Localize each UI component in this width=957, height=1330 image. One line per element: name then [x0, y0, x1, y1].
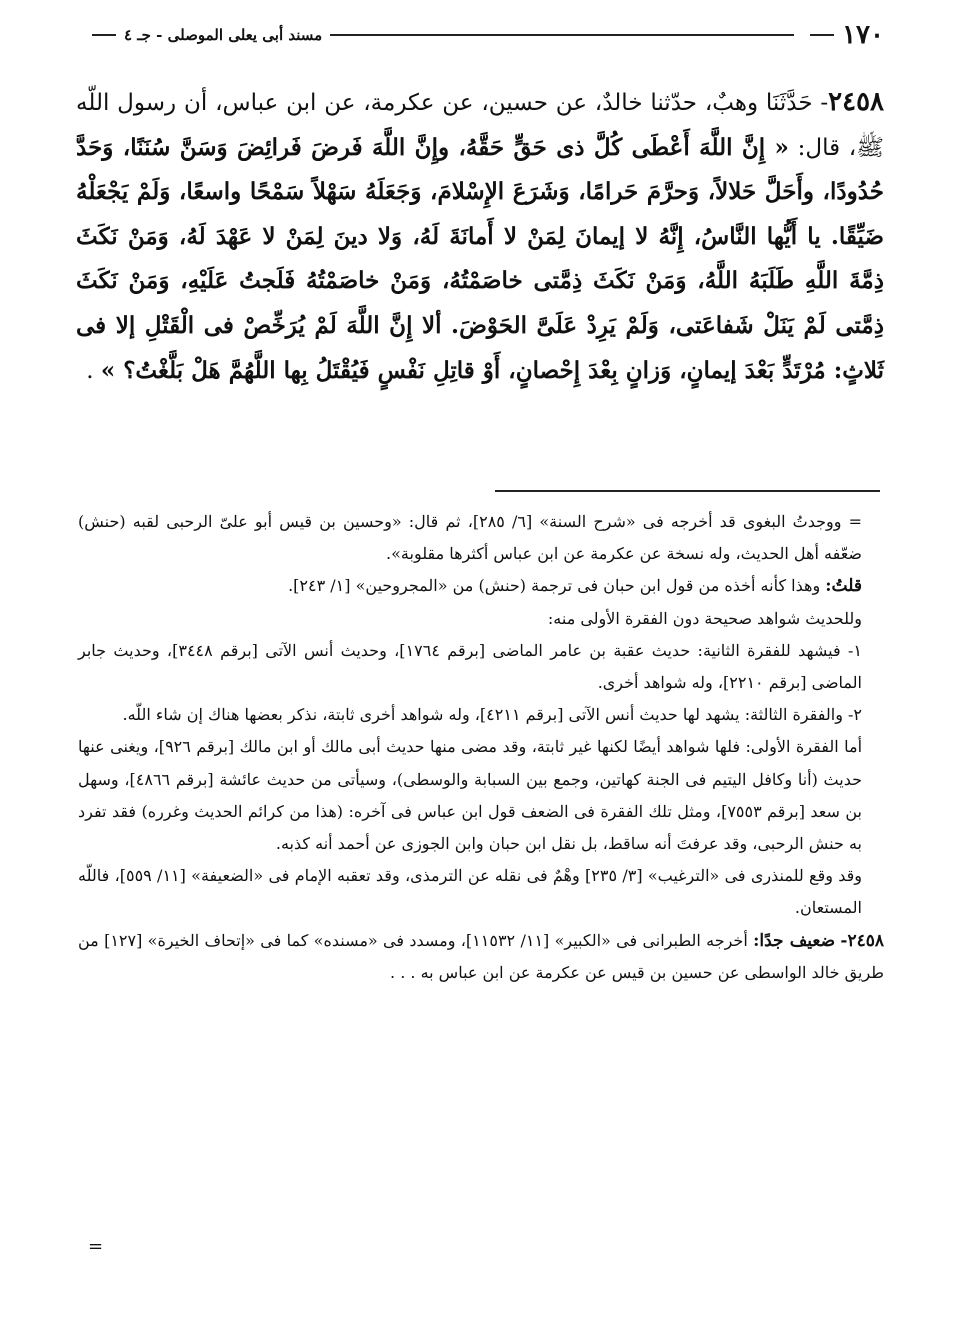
continuation-mark: =: [88, 1236, 104, 1257]
running-header: [84, 18, 884, 52]
header-rule: [330, 34, 794, 36]
footnote-paragraph: [78, 635, 884, 699]
hadith-number: ٢٤٥٨: [828, 87, 884, 117]
footnote-grade: ضعيف جدًا:: [753, 930, 836, 951]
footnote-paragraph: [78, 731, 884, 860]
page-number: ١٧٠: [842, 20, 884, 50]
footnote-text: وقد وقع للمنذرى فى «الترغيب» [٣/ ٢٣٥] وهْمٌ فى نقله عن الترمذى، وقد تعقبه الإمام فى «الضعيفة» [١١/ ٥٥٩]، فاللّه المستعان.: [78, 866, 863, 918]
footnote-paragraph: [78, 603, 884, 635]
footnote-paragraph: [78, 570, 884, 602]
footnote-text: أخرجه الطبرانى فى «الكبير» [١١/ ١١٥٣٢]، ومسدد فى «مسنده» كما فى «إتحاف الخيرة» [١٢٧] من طريق خالد الواسطى عن حسين بن قيس عن عكرمة عن ابن عباس به . . .: [78, 930, 884, 982]
footnote-text: أما الفقرة الأولى: فلها شواهد أيضًا لكنها غير ثابتة، وقد مضى منها حديث أبى مالك أو ابن مالك [برقم ٩٢٦]، ويغنى عنها حديث (أنا وكافل اليتيم فى الجنة كهاتين، وجمع بين السبابة والوسطى)، وسيأتى من حديث عائشة [برقم ٤٨٦٦]، وسهل بن سعد [برقم ٧٥٥٣]، ومثل تلك الفقرة فى الضعف قول ابن عباس فى آخره: (هذا من كرائم الحديث وغرره) فقد تفرد به حنش الرحبى، وقد عرفتَ أنه ساقط، بل نقل ابن حبان وابن الجوزى عن أحمد أنه كذبه.: [78, 737, 863, 854]
footnote-text: ١- فيشهد للفقرة الثانية: حديث عقبة بن عامر الماضى [برقم ١٧٦٤]، وحديث أنس الآتى [برقم ٣٤٤٨]، وحديث جابر الماضى [برقم ٢٢١٠]، وله شواهد أخرى.: [78, 640, 862, 693]
hadith-isnad: - حَدَّثَنَا وهبٌ، حدّثنا خالدٌ، عن حسين، عن عكرمة، عن ابن عباس، أن رسول اللّه ﷺ، قال:: [76, 90, 885, 161]
footnote-text: = ووجدتُ البغوى قد أخرجه فى «شرح السنة» [٦/ ٢٨٥]، ثم قال: «وحسين بن قيس أبو علىّ الرحبى لقبه (حنش) ضعّفه أهل الحديث، وله نسخة عن عكرمة عن ابن عباس أكثرها مقلوبة».: [78, 512, 862, 564]
hadith-end: .: [86, 357, 94, 384]
footnote-paragraph: [78, 699, 884, 731]
footnote-label: قلتُ:: [825, 576, 862, 597]
footnote-separator: [495, 490, 880, 492]
footnotes: [78, 506, 884, 989]
running-title: مسند أبى يعلى الموصلى - جـ ٤: [124, 26, 323, 44]
footnote-number: ٢٤٥٨-: [840, 930, 884, 951]
hadith-matn: « إِنَّ اللَّهَ أَعْطَى كُلَّ ذى حَقٍّ حَقَّهُ، وإِنَّ اللَّهَ فَرضَ فَرائِضَ وَسَنَّ سُنَنًا، وَحَدَّ حُدُودًا، وأَحَلَّ حَلالاً، وَحرَّمَ حَرامًا، وَشَرَعَ الإِسْلامَ، وَجَعَلَهُ سَهْلاً سَمْحًا واسعًا، وَلَمْ يَجْعَلْهُ ضَيِّقًا. يا أَيُّها النَّاسُ، إِنَّهُ لا إيمانَ لِمَنْ لا أَمانَةَ لَهُ، وَلا دينَ لِمَنْ لا عَهْدَ لَهُ، وَمَنْ نَكَثَ ذِمَّةَ اللَّهِ طَلَبَهُ اللَّهُ، وَمَنْ نَكَثَ ذِمَّتى خاصَمْتُهُ، وَمَنْ خاصَمْتُهُ فَلَجتُ عَلَيْهِ، وَمَنْ نَكَثَ ذِمَّتى لَمْ يَنَلْ شَفاعَتى، وَلَمْ يَرِدْ عَلَىَّ الحَوْضَ. ألا إِنَّ اللَّهَ لَمْ يُرَخِّصْ فى الْقَتْلِ إلا فى ثَلاثٍ: مُرْتَدٍّ بَعْدَ إيمانٍ، وَزانٍ بِعْدَ إِحْصانٍ، أَوْ قاتِلِ نَفْسٍ فَيُقْتَلُ بِها اللَّهُمَّ هَلْ بَلَّغْتُ؟ »: [76, 133, 884, 384]
footnote-text: ٢- والفقرة الثالثة: يشهد لها حديث أنس الآتى [برقم ٤٢١١]، وله شواهد أخرى ثابتة، نذكر بعضها هناك إن شاء اللّه.: [122, 705, 862, 725]
footnote-paragraph: [78, 925, 884, 989]
header-rule: [92, 34, 116, 36]
header-rule: [810, 34, 834, 36]
footnote-paragraph: [78, 860, 884, 924]
footnote-paragraph: [78, 506, 884, 570]
hadith-text: [76, 80, 884, 393]
footnote-text: وهذا كأنه أخذه من قول ابن حبان فى ترجمة (حنش) من «المجروحين» [١/ ٢٤٣].: [288, 576, 821, 596]
footnote-text: وللحديث شواهد صحيحة دون الفقرة الأولى منه:: [547, 608, 862, 628]
